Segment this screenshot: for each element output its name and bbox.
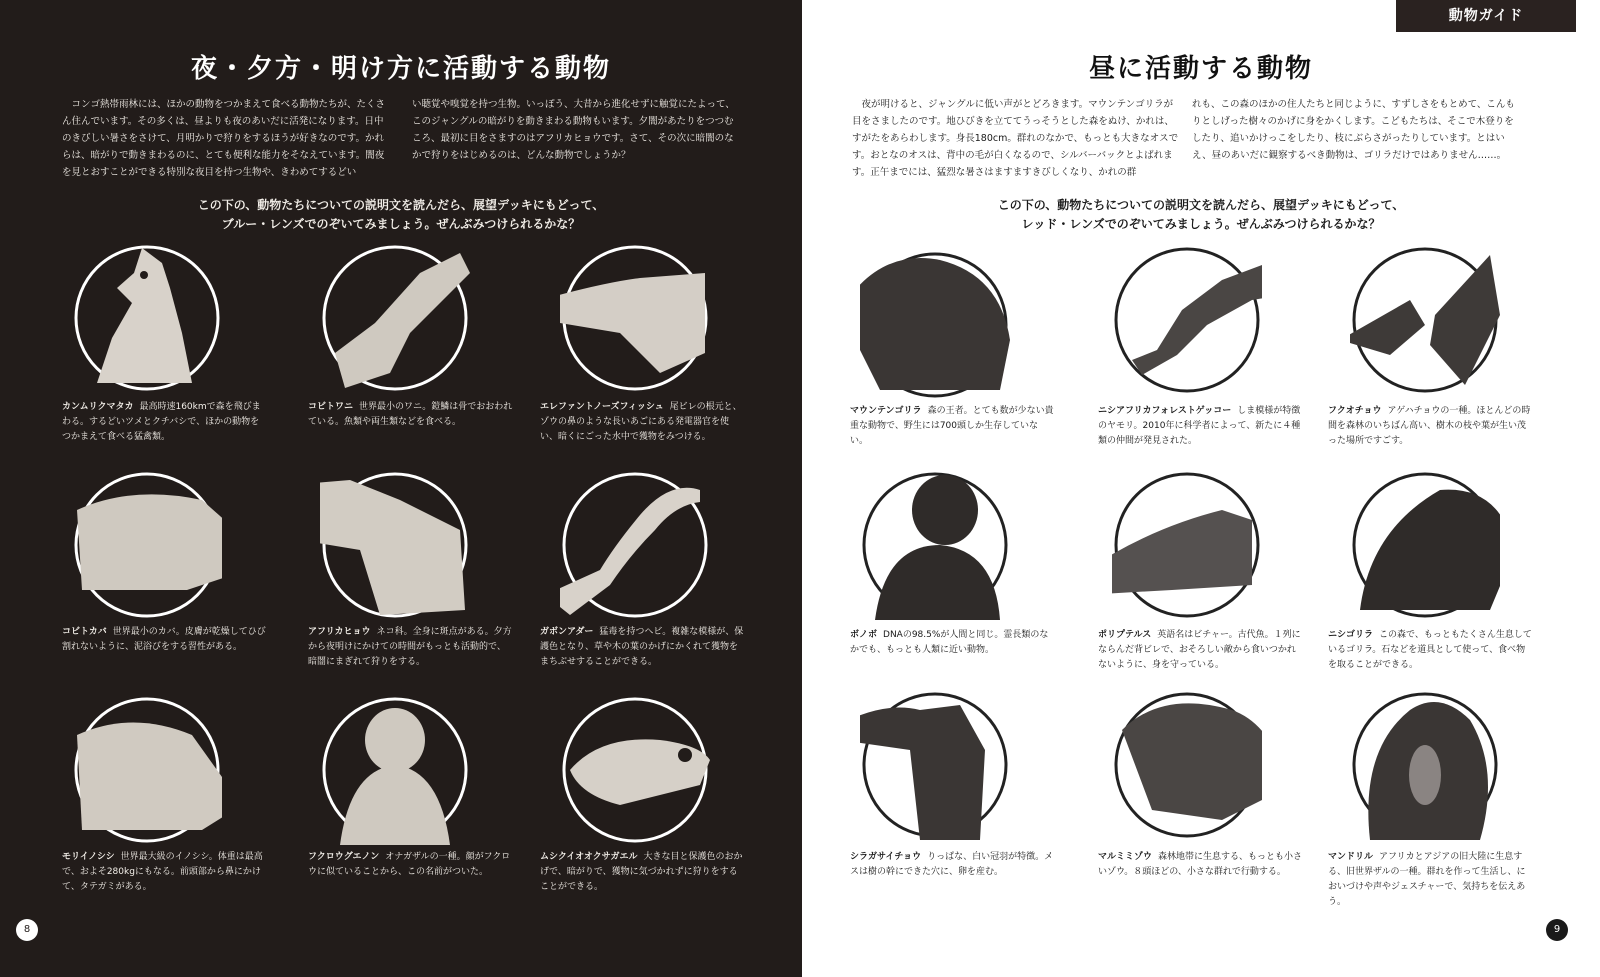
animal-desc: 森林地帯に生息する、もっとも小さいゾウ。８頭ほどの、小さな群れで行動する。 [1098,852,1303,877]
bonobo-illustration [860,470,1010,620]
animal-name: ポリプテルス [1098,630,1152,640]
animal-desc: 英語名はビチャー。古代魚。１列にならんだ背ビレで、おそろしい敵から食いつかれないように、身を守っている。 [1098,630,1301,670]
animal-name: コビトワニ [308,402,354,412]
animal-name: シラガサイチョウ [850,852,922,862]
animal-name: ガボンアダー [540,627,594,637]
animal-name: ニシゴリラ [1328,630,1374,640]
caption-polypterus [1098,628,1303,673]
polypterus-illustration [1112,470,1262,620]
animal-desc: 森の王者。とても数が少ない貴重な動物で、野生には700頭しか生存していない。 [850,406,1054,446]
forest-elephant-illustration [1112,690,1262,840]
gaboon-viper-illustration [560,470,710,620]
crowned-eagle-illustration [72,243,222,393]
animal-desc: DNAの98.5%が人間と同じ。霊長類のなかでも、もっとも人類に近い動物。 [850,630,1049,655]
animal-name: ニシアフリカフォレストゲッコー [1098,406,1232,416]
animal-desc: 大きな目と保護色のおかげで、暗がりで、獲物に気づかれずに狩りをすることができる。 [540,852,743,892]
animal-name: マウンテンゴリラ [850,406,922,416]
page-number-left: 8 [16,919,38,941]
western-gorilla-illustration [1350,470,1500,620]
caption-gaboon-viper [540,625,745,670]
intro-text-right-col2: れも、この森のほかの住人たちと同じように、すずしさをもとめて、こんもりとしげった樹々のかげに身をかくします。こどもたちは、そこで木登りをしたり、追いかけっこをしたり、枝にぶらさがったりしています。とはいえ、昼のあいだに観察するべき動物は、ゴリラだけではありません……。 [1192,99,1515,161]
animal-name: コビトカバ [62,627,107,637]
west-african-forest-gecko-illustration [1112,245,1262,395]
instruction-line-1: この下の、動物たちについての説明文を読んだら、展望デッキにもどって、 [997,198,1405,212]
swallowtail-butterfly-illustration [1350,245,1500,395]
intro-text-left-col2: い聴覚や嗅覚を持つ生物。いっぽう、大昔から進化せずに触覚にたよって、このジャングルの暗がりを動きまわる動物もいます。夕闇があたりをつつむころ、最初に目をさますのはアフリカヒョウです。さて、その次に暗闇のなかで狩りをはじめるのは、どんな動物でしょうか？ [412,99,735,161]
animal-desc: オナガザルの一種。顔がフクロウに似ていることから、この名前がついた。 [308,852,511,877]
caption-dwarf-crocodile [308,400,513,430]
animal-guide-tab: 動物ガイド [1396,0,1576,32]
animal-name: ボノボ [850,630,878,640]
caption-hornbill [850,850,1055,880]
page-number-right: 9 [1546,919,1568,941]
african-leopard-illustration [320,470,470,620]
caption-crowned-eagle [62,400,267,445]
intro-text-right-col1: 夜が明けると、ジャングルに低い声がとどろきます。マウンテンゴリラが目をさましたのです。地ひびきを立ててうっそうとした森をぬけ、かれは、すがたをあらわします。身長180cm。群れのなかで、もっとも大きなオスです。おとなのオスは、背中の毛が白くなるので、シルバーバックとよばれます。正午までには、猛烈な暑さはますますきびしくなり、かれの群 [852,99,1179,178]
giant-forest-hog-illustration [72,695,222,845]
caption-pygmy-hippo [62,625,267,655]
hornbill-illustration [860,690,1010,840]
animal-desc: アフリカとアジアの旧大陸に生息する、旧世界ザルの一種。群れを作って生活し、においづけや声やジェスチャーで、気持ちを伝えあう。 [1328,852,1526,907]
caption-mandrill [1328,850,1533,910]
caption-elephantnose-fish [540,400,745,445]
elephantnose-fish-illustration [560,243,710,393]
dwarf-crocodile-illustration [320,243,470,393]
caption-owl-faced-monkey [308,850,513,880]
animal-desc: ネコ科。全身に斑点がある。夕方から夜明けにかけての時間がもっとも活動的で、暗闇にまぎれて狩りをする。 [308,627,512,667]
animal-name: モリイノシシ [62,852,115,862]
animal-desc: 世界最小のワニ。鎧鱗は骨でおおわれている。魚類や両生類などを食べる。 [308,402,513,427]
animal-name: カンムリクマタカ [62,402,134,412]
animal-name: エレファントノーズフィッシュ [540,402,664,412]
caption-butterfly [1328,404,1533,449]
animal-name: ムシクイオオクサガエル [540,852,638,862]
caption-bonobo [850,628,1055,658]
intro-text-left-col1: コンゴ熱帯雨林には、ほかの動物をつかまえて食べる動物たちが、たくさん住んでいます。その多くは、昼よりも夜のあいだに活発になります。日中のきびしい暑さをさけて、月明かりで狩りをするほうが好きなのです。かれらは、暗がりで動きまわるのに、とても便利な能力をそなえています。闇夜を見とおすことができる特別な夜目を持つ生物や、きわめてするどい [62,99,386,178]
animal-desc: 尾ビレの根元と、ゾウの鼻のような長いあごにある発電器官を使い、暗くにごった水中で獲物をみつける。 [540,402,742,442]
animal-name: フクオチョウ [1328,406,1382,416]
instruction-line-2: レッド・レンズでのぞいてみましょう。ぜんぶみつけられるかな？ [1021,217,1381,231]
pygmy-hippo-illustration [72,470,222,620]
animal-name: マンドリル [1328,852,1374,862]
animal-desc: 世界最小のカバ。皮膚が乾燥してひび割れないように、泥浴びをする習性がある。 [62,627,266,652]
animal-desc: アゲハチョウの一種。ほとんどの時間を森林のいちばん高い、樹木の枝や葉が生い茂った場所ですごす。 [1328,406,1531,446]
animal-name: マルミミゾウ [1098,852,1153,862]
instruction-line-2: ブルー・レンズでのぞいてみましょう。ぜんぶみつけられるかな？ [221,217,581,231]
animal-desc: 世界最大級のイノシシ。体重は最高で、およそ280kgにもなる。前頭部から鼻にかけて、タテガミがある。 [62,852,263,892]
animal-desc: りっぱな、白い冠羽が特徴。メスは樹の幹にできた穴に、卵を産む。 [850,852,1054,877]
instruction-blue-lens [0,196,802,234]
caption-tree-frog [540,850,745,895]
animal-desc: 猛毒を持つヘビ。複雑な模様が、保護色となり、草や木の葉のかげにかくれて獲物をまちぶせすることができる。 [540,627,744,667]
tree-frog-illustration [560,695,710,845]
caption-western-gorilla [1328,628,1533,673]
caption-giant-forest-hog [62,850,267,895]
animal-name: フクロウグエノン [308,852,380,862]
caption-mountain-gorilla [850,404,1055,449]
animal-name: アフリカヒョウ [308,627,371,637]
instruction-line-1: この下の、動物たちについての説明文を読んだら、展望デッキにもどって、 [197,198,605,212]
right-page [802,0,1600,977]
mandrill-illustration [1350,690,1500,840]
page-title-night: 夜・夕方・明け方に活動する動物 [190,54,611,84]
mountain-gorilla-illustration [860,250,1010,400]
caption-forest-elephant [1098,850,1303,880]
animal-desc: しま模様が特徴のヤモリ。2010年に科学者によって、新たに４種類の仲間が発見された。 [1098,406,1301,446]
animal-desc: この森で、もっともたくさん生息しているゴリラ。石などを道具として使って、食べ物を取ることができる。 [1328,630,1532,670]
page-title-day: 昼に活動する動物 [1088,54,1313,84]
instruction-red-lens [802,196,1600,234]
animal-desc: 最高時速160kmで森を飛びまわる。するどいツメとクチバシで、ほかの動物をつかまえて食べる猛禽類。 [62,402,261,442]
caption-african-leopard [308,625,513,670]
caption-forest-gecko [1098,404,1303,449]
owl-faced-monkey-illustration [320,695,470,845]
